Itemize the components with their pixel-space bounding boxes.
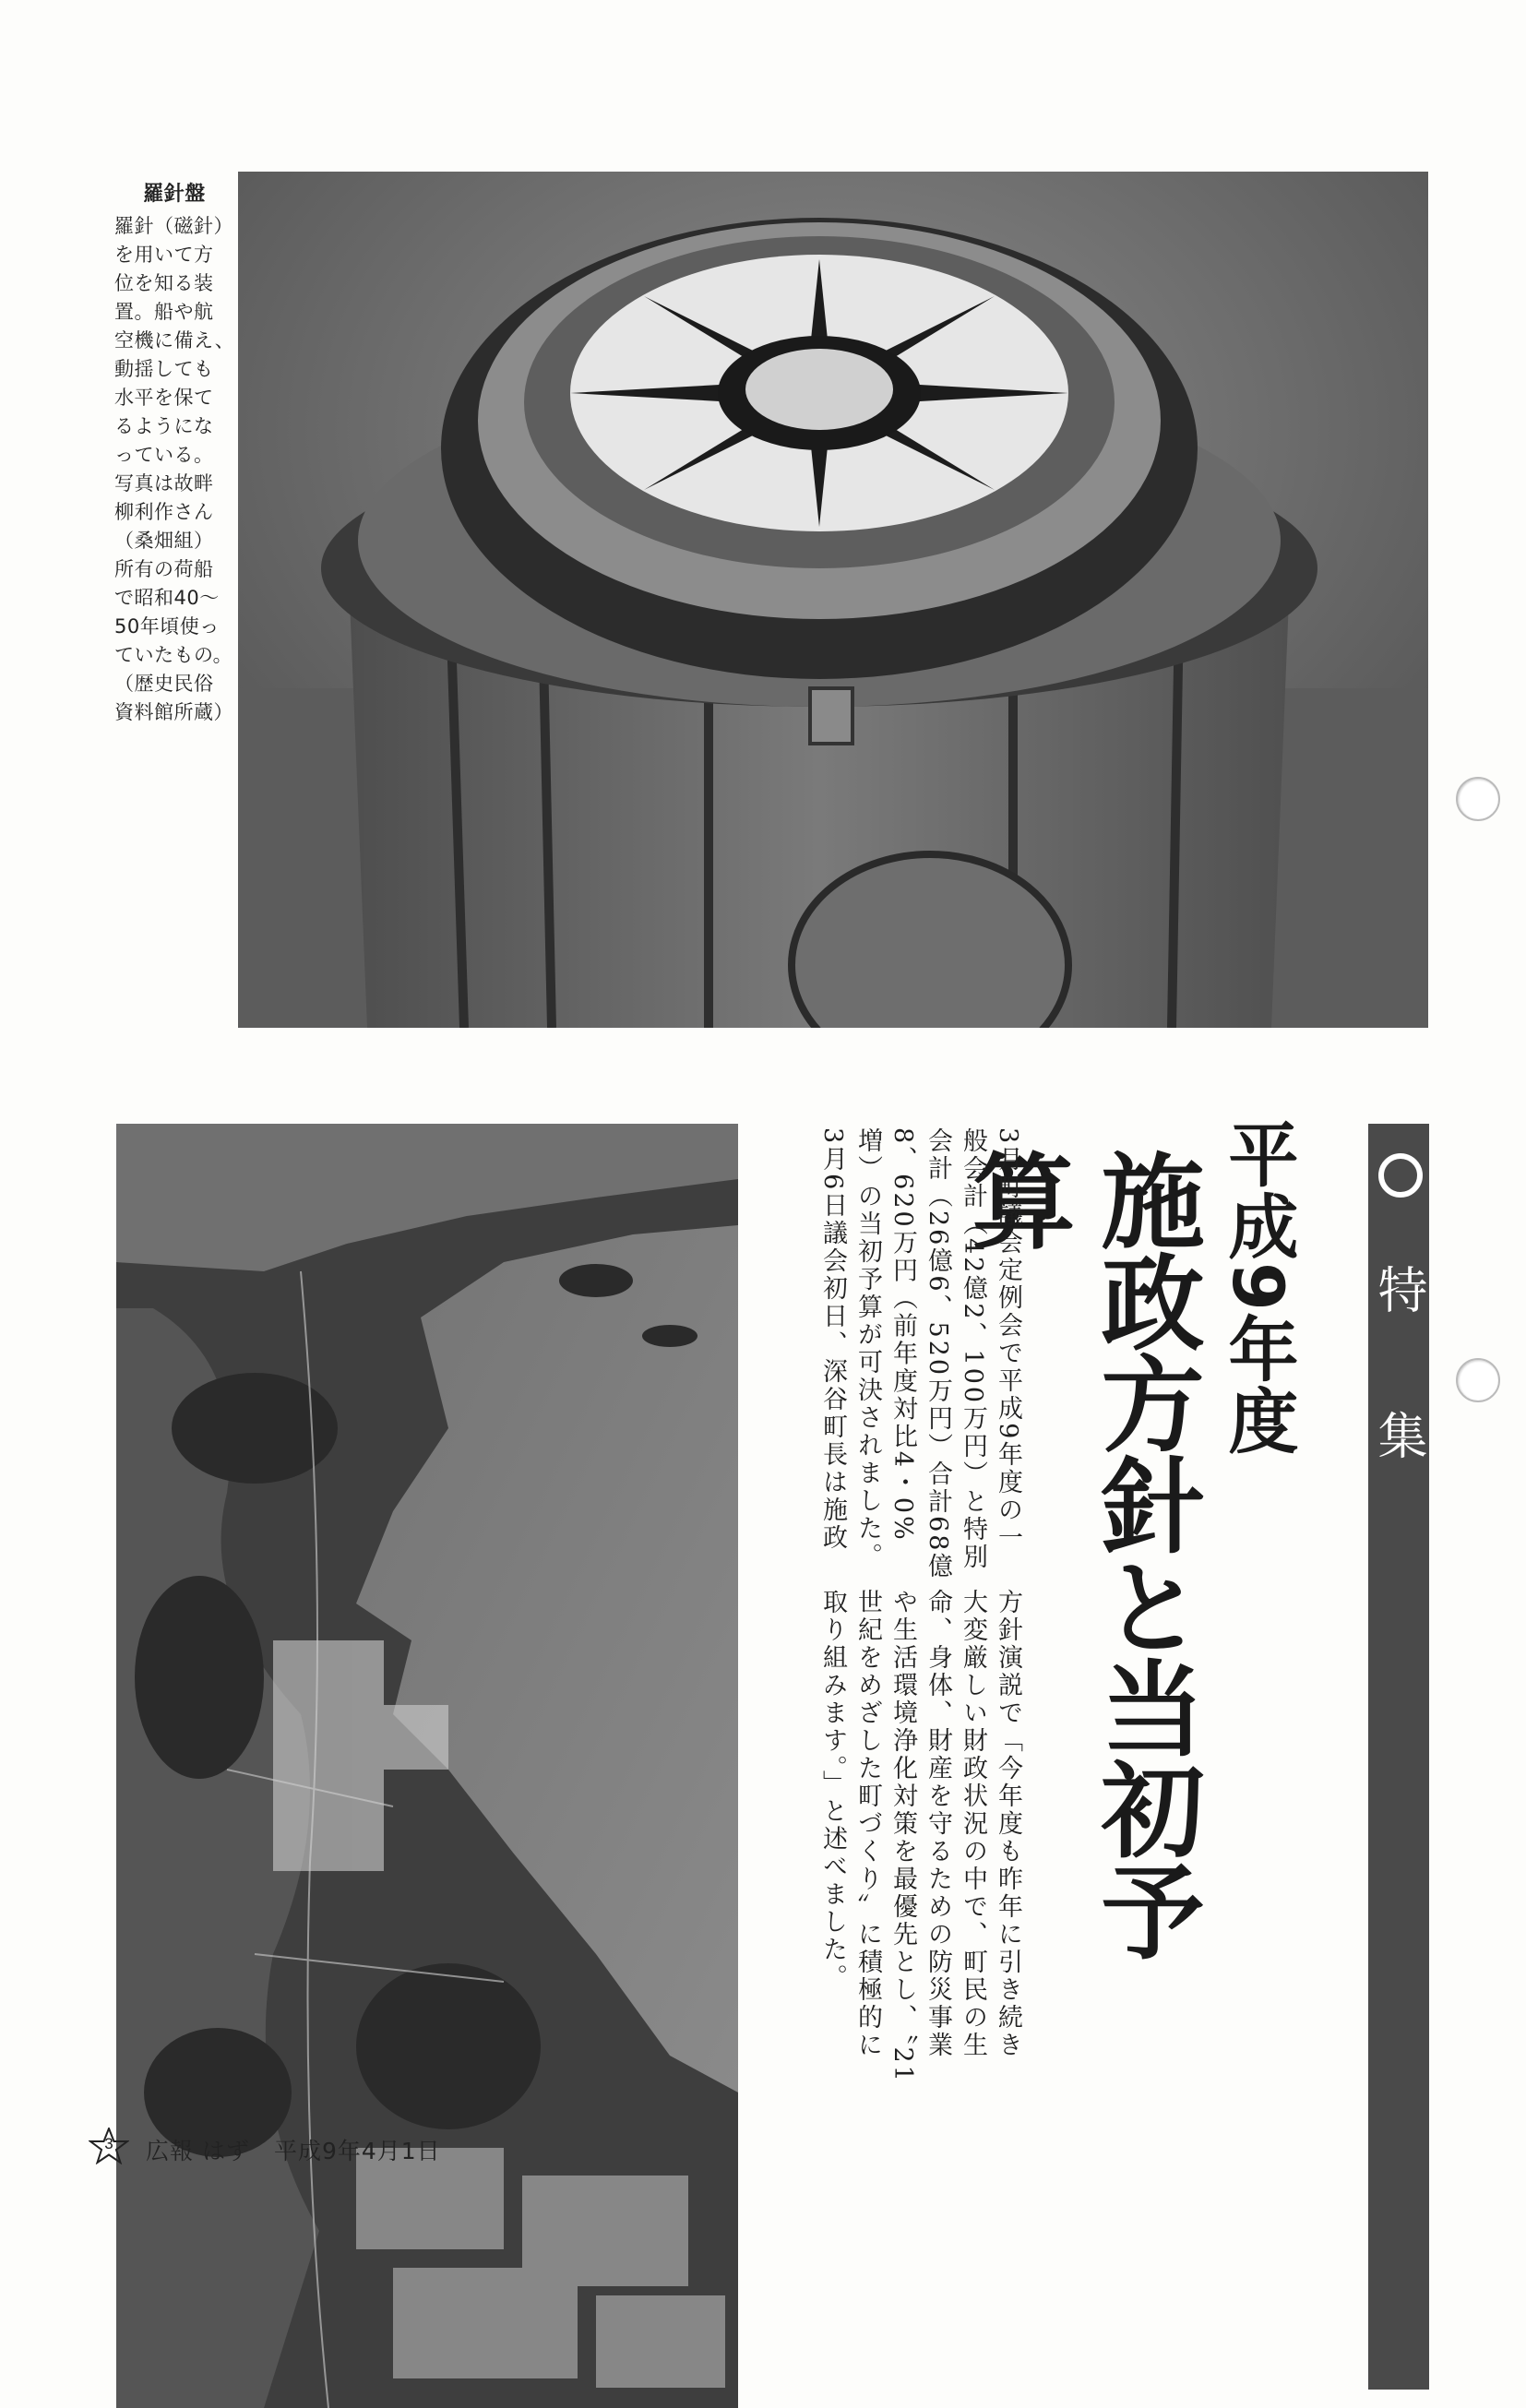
caption-line: （桑畑組） xyxy=(114,530,214,552)
body-line: や生活環境浄化対策を最優先とし、〝21 xyxy=(888,1589,917,2084)
body-line: 方針演説で「今年度も昨年に引き続き xyxy=(994,1589,1022,2059)
caption-line: 資料館所蔵） xyxy=(114,701,233,723)
caption-line: 空機に備え、 xyxy=(114,329,235,352)
caption-line: ていたもの。 xyxy=(114,644,233,666)
body-line: 8、620万円（前年度対比4・0% xyxy=(888,1127,917,1543)
feature-label: 特集 xyxy=(1370,1264,1428,1556)
photo-caption xyxy=(114,180,234,727)
body-line: 命、身体、財産を守るための防災事業 xyxy=(924,1589,952,2059)
body-line: 増）の当初予算が可決されました。 xyxy=(853,1127,882,1570)
body-line: 般会計（42億2、100万円）と特別 xyxy=(959,1127,987,1572)
body-text-lower xyxy=(815,1589,1025,2085)
caption-line: 柳利作さん xyxy=(114,501,214,523)
caption-line: 動揺しても xyxy=(114,358,214,380)
body-line: 取り組みます。」と述べました。 xyxy=(818,1589,847,1992)
compass-photo xyxy=(238,172,1428,1028)
caption-line: 50年頃使っ xyxy=(114,615,220,638)
body-line: 世紀をめざした町づくり〟に積極的に xyxy=(853,1589,882,2059)
caption-line: るようにな xyxy=(114,415,214,437)
body-line: 3月町議会定例会で平成9年度の一 xyxy=(994,1127,1022,1553)
punch-hole xyxy=(1456,1358,1500,1402)
body-text-upper xyxy=(815,1127,1025,1609)
caption-line: っている。 xyxy=(114,444,214,466)
caption-line: 水平を保て xyxy=(114,387,214,409)
aerial-illustration xyxy=(116,1124,738,2408)
caption-line: で昭和40～ xyxy=(114,587,220,609)
punch-hole xyxy=(1456,777,1500,821)
caption-line: （歴史民俗 xyxy=(114,673,214,695)
headline-year: 平成9年度 xyxy=(1217,1118,1299,1457)
caption-line: を用いて方 xyxy=(114,244,214,266)
feature-band xyxy=(1368,1124,1429,2390)
headline-main: 施政方針と当初予算 xyxy=(955,1148,1204,1960)
caption-line: 置。船や航 xyxy=(114,301,214,323)
body-line: 会計（26億6、520万円）合計68億 xyxy=(924,1127,952,1581)
caption-title: 羅針盤 xyxy=(143,183,206,206)
footer-publication: 広報 はず 平成9年4月1日 xyxy=(146,2138,441,2164)
caption-line: 位を知る装 xyxy=(114,272,214,294)
compass-illustration xyxy=(238,172,1428,1028)
caption-line: 所有の荷船 xyxy=(114,558,214,580)
page-number: 3 xyxy=(104,2135,113,2152)
body-line: 大変厳しい財政状況の中で、町民の生 xyxy=(959,1589,987,2059)
caption-line: 羅針（磁針） xyxy=(114,215,233,237)
aerial-photo xyxy=(116,1124,738,2408)
body-line: 3月6日議会初日、深谷町長は施政 xyxy=(818,1127,847,1553)
caption-line: 写真は故畔 xyxy=(114,472,214,495)
circle-mark-icon xyxy=(1378,1153,1423,1198)
